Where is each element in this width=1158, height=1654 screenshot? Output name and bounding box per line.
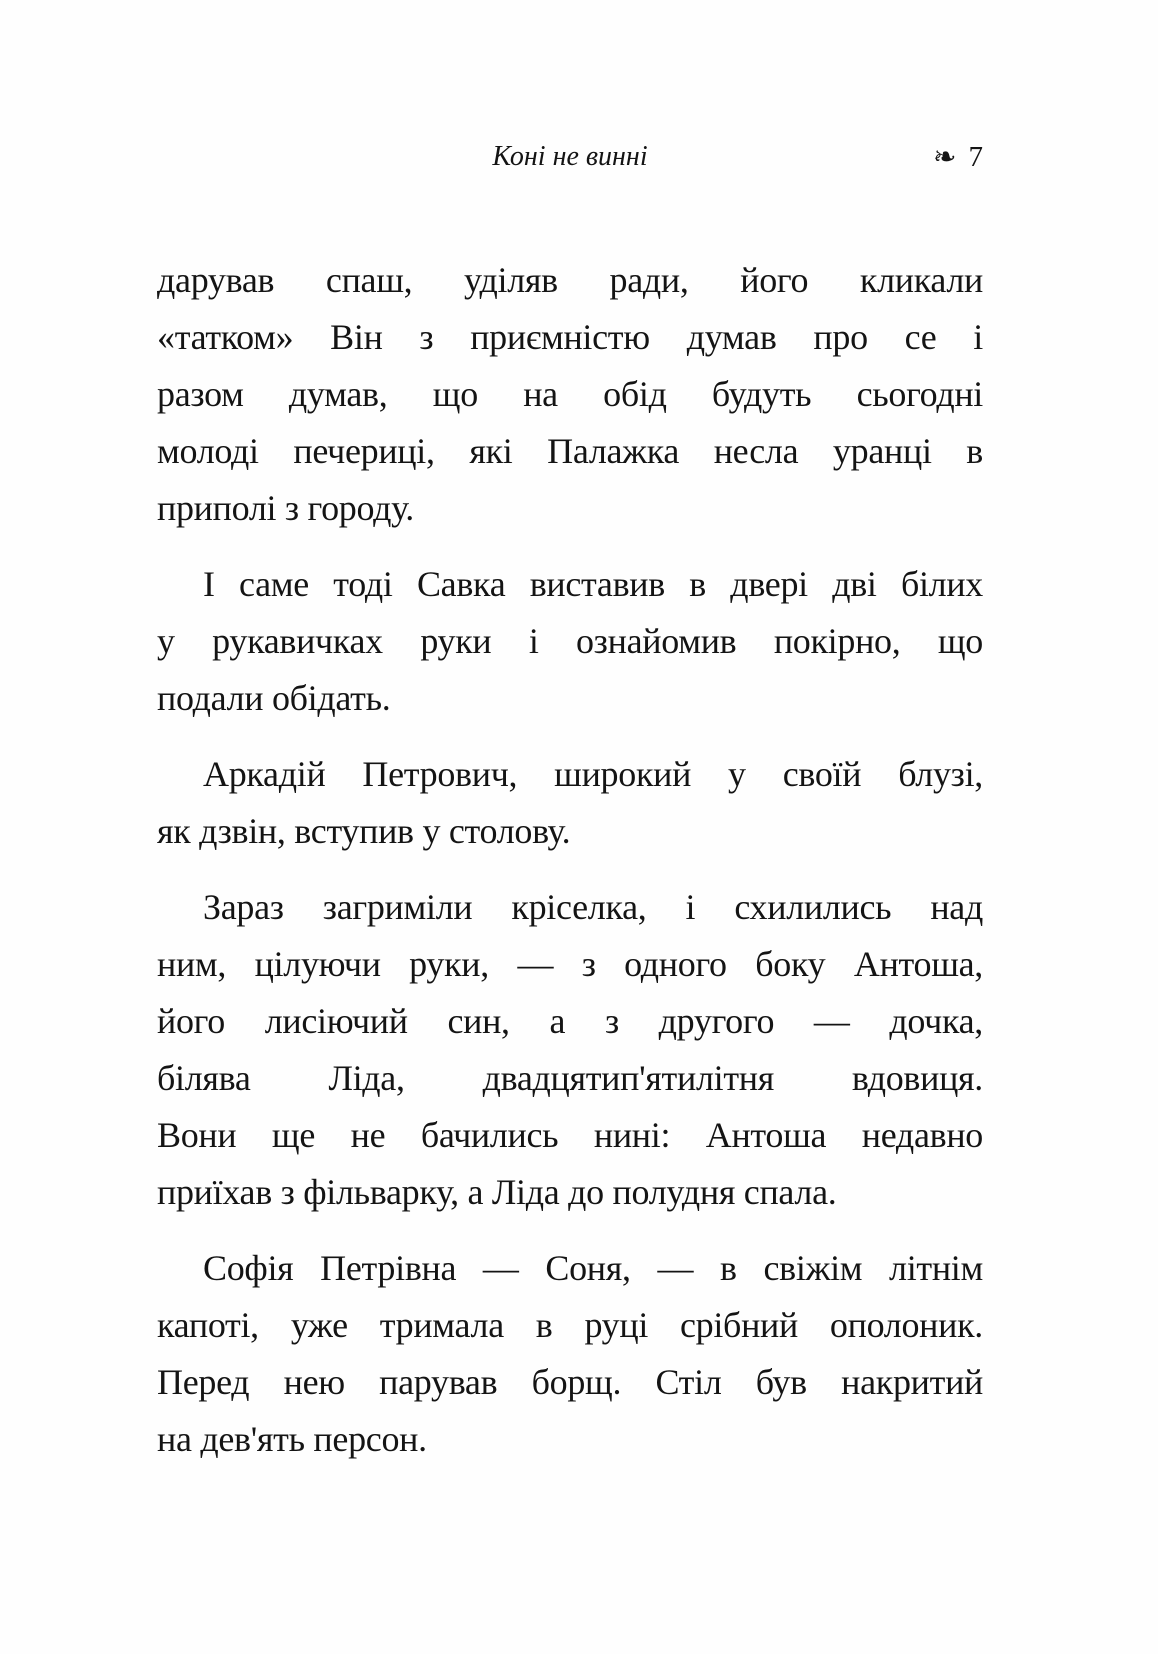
text-line: Аркадій Петрович, широкий у своїй блузі, bbox=[203, 754, 983, 794]
text-line: приполі з городу. bbox=[157, 488, 414, 528]
text-line: капоті, уже тримала в руці срібний ополоник. bbox=[157, 1305, 983, 1345]
text-line: Софія Петрівна — Соня, — в свіжім літнім bbox=[203, 1248, 983, 1288]
text-line: як дзвін, вступив у столову. bbox=[157, 811, 571, 851]
text-line: «татком» Він з приємністю думав про се і bbox=[157, 317, 983, 357]
text-line: разом думав, що на обід будуть сьогодні bbox=[157, 374, 983, 414]
text-line: білява Ліда, двадцятип'ятилітня вдовиця. bbox=[157, 1058, 983, 1098]
page-header bbox=[157, 136, 983, 178]
fleuron-ornament-icon: ❧ bbox=[933, 140, 957, 173]
text-line: його лисіючий син, а з другого — дочка, bbox=[157, 1001, 983, 1041]
text-block bbox=[157, 252, 983, 1468]
text-line: дарував спаш, уділяв ради, його кликали bbox=[157, 260, 983, 300]
paragraph bbox=[157, 556, 983, 727]
text-line: у рукавичках руки і ознайомив покірно, що bbox=[157, 621, 983, 661]
page-number: 7 bbox=[968, 141, 983, 173]
text-line: Зараз загриміли кріселка, і схилились над bbox=[203, 887, 983, 927]
text-line: на дев'ять персон. bbox=[157, 1419, 427, 1459]
paragraph bbox=[157, 1240, 983, 1468]
text-line: молоді печериці, які Палажка несла уранці в bbox=[157, 431, 983, 471]
text-line: подали обідать. bbox=[157, 678, 391, 718]
text-line: Вони ще не бачились нині: Антоша недавно bbox=[157, 1115, 983, 1155]
running-title: Коні не винні bbox=[492, 141, 648, 172]
paragraph bbox=[157, 746, 983, 860]
text-line: І саме тоді Савка виставив в двері дві білих bbox=[203, 564, 983, 604]
paragraph bbox=[157, 879, 983, 1221]
text-line: приїхав з фільварку, а Ліда до полудня спала. bbox=[157, 1172, 837, 1212]
text-line: Перед нею парував борщ. Стіл був накритий bbox=[157, 1362, 983, 1402]
page-number-group bbox=[933, 136, 983, 178]
paragraph bbox=[157, 252, 983, 537]
text-line: ним, цілуючи руки, — з одного боку Антоша, bbox=[157, 944, 983, 984]
